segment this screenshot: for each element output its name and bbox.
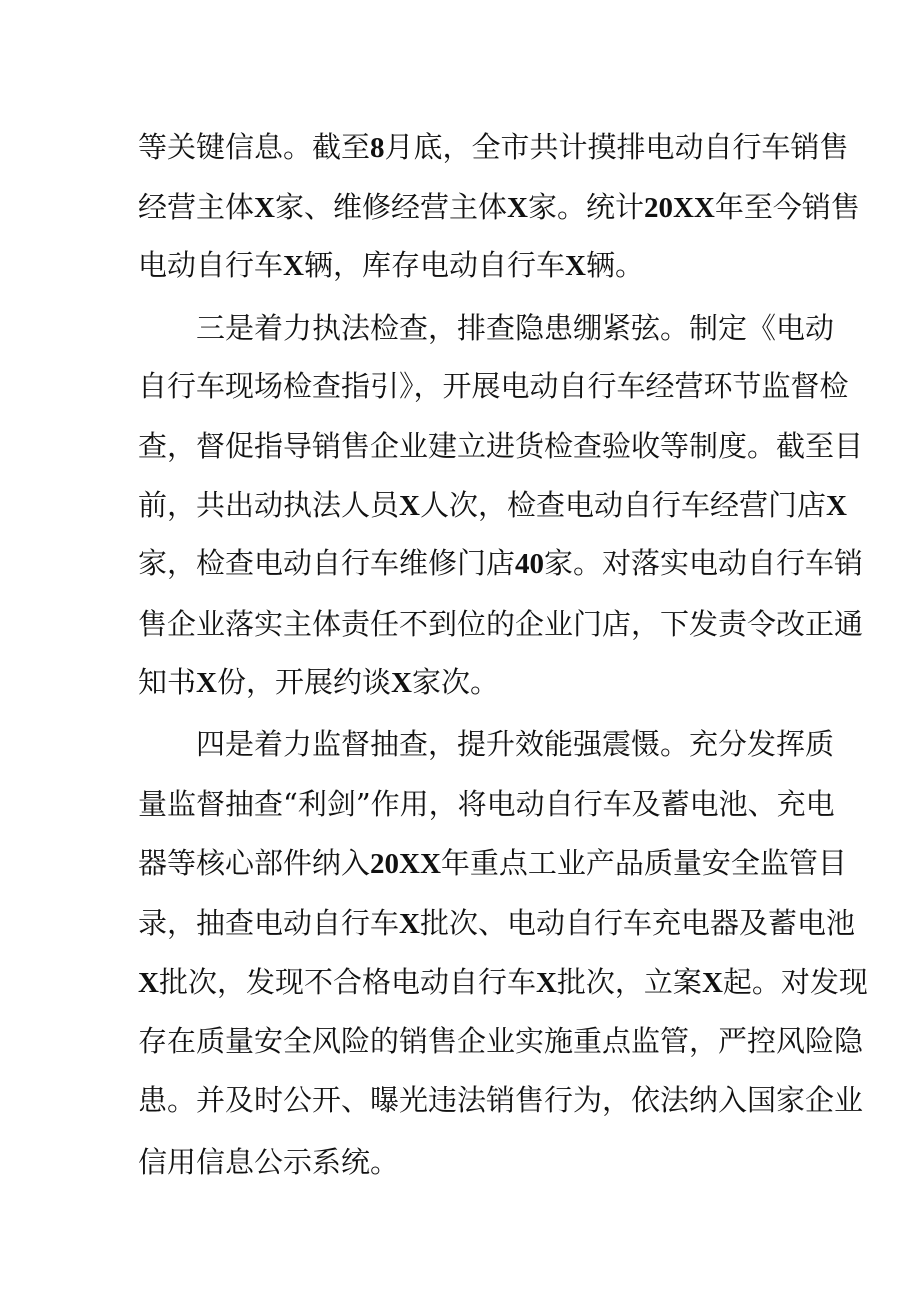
text-run: 年重点工业产品质量安全监管目: [440, 846, 847, 880]
text-line: [196, 308, 834, 348]
bold-value: X: [506, 192, 528, 224]
text-run: 辆。: [585, 248, 644, 282]
text-line: [138, 784, 835, 824]
text-run: 人次，检查电动自行车经营门店: [419, 488, 826, 522]
text-line: [138, 843, 847, 883]
text-line: [138, 127, 849, 167]
bold-value: X: [254, 192, 275, 224]
text-run: 患。并及时公开、曝光违法销售行为，依法纳入国家企业: [138, 1083, 864, 1117]
text-line: [138, 485, 847, 525]
text-run: 家、维修经营主体: [274, 190, 507, 224]
text-run: 自行车现场检查指引》，开展电动自行车经营环节监督检: [138, 369, 849, 403]
text-run: 前，共出动执法人员: [138, 488, 400, 522]
text-line: [138, 187, 860, 227]
text-line: [138, 426, 863, 466]
bold-value: 20XX: [370, 848, 441, 880]
text-line: [138, 1080, 863, 1120]
bold-value: X: [399, 490, 420, 522]
text-line: [138, 1021, 863, 1061]
bold-value: X: [825, 490, 847, 522]
bold-value: X: [283, 250, 304, 282]
text-run: 批次，发现不合格电动自行车: [158, 965, 536, 999]
text-run: 起。对发现: [722, 965, 868, 999]
text-run: 批次，立案: [556, 965, 702, 999]
text-run: 量监督抽查“利剑”作用，将电动自行车及蓄电池、充电: [138, 787, 835, 821]
text-run: 电动自行车: [138, 248, 284, 282]
text-run: 年至今销售: [714, 190, 860, 224]
text-run: 月底，全市共计摸排电动自行车销售: [384, 130, 849, 164]
text-run: 份，开展约谈: [216, 665, 391, 699]
text-run: 售企业落实主体责任不到位的企业门店，下发责令改正通: [138, 607, 864, 641]
bold-value: X: [701, 967, 723, 999]
text-line: [138, 962, 868, 1002]
text-run: 家次。: [411, 665, 499, 699]
bold-value: X: [196, 667, 217, 699]
bold-value: X: [399, 908, 420, 940]
bold-value: 40: [515, 548, 545, 580]
text-run: 信用信息公示系统。: [138, 1145, 400, 1179]
bold-value: 20XX: [643, 192, 715, 224]
text-line: [138, 543, 863, 583]
text-line: [196, 724, 834, 764]
text-run: 器等核心部件纳入: [138, 846, 371, 880]
bold-value: X: [138, 967, 159, 999]
bold-value: X: [535, 967, 557, 999]
text-run: 家，检查电动自行车维修门店: [138, 546, 516, 580]
text-run: 四是着力监督抽查，提升效能强震慑。充分发挥质: [196, 727, 835, 761]
text-run: 等关键信息。截至: [138, 130, 371, 164]
text-run: 家。统计: [527, 190, 644, 224]
text-run: 家。对落实电动自行车销: [544, 546, 864, 580]
text-line: [138, 662, 499, 702]
text-run: 辆，库存电动自行车: [303, 248, 565, 282]
text-run: 查，督促指导销售企业建立进货检查验收等制度。截至目: [138, 429, 864, 463]
text-line: [138, 1142, 399, 1182]
text-run: 三是着力执法检查，排查隐患绷紧弦。制定《电动: [196, 311, 835, 345]
text-line: [138, 245, 644, 285]
text-line: [138, 604, 863, 644]
text-run: 存在质量安全风险的销售企业实施重点监管，严控风险隐: [138, 1024, 864, 1058]
bold-value: X: [390, 667, 412, 699]
text-run: 经营主体: [138, 190, 255, 224]
bold-value: 8: [370, 132, 385, 164]
text-line: [138, 903, 855, 943]
bold-value: X: [564, 250, 586, 282]
text-line: [138, 366, 849, 406]
text-run: 录，抽查电动自行车: [138, 906, 400, 940]
text-run: 批次、电动自行车充电器及蓄电池: [419, 906, 855, 940]
text-run: 知书: [138, 665, 197, 699]
